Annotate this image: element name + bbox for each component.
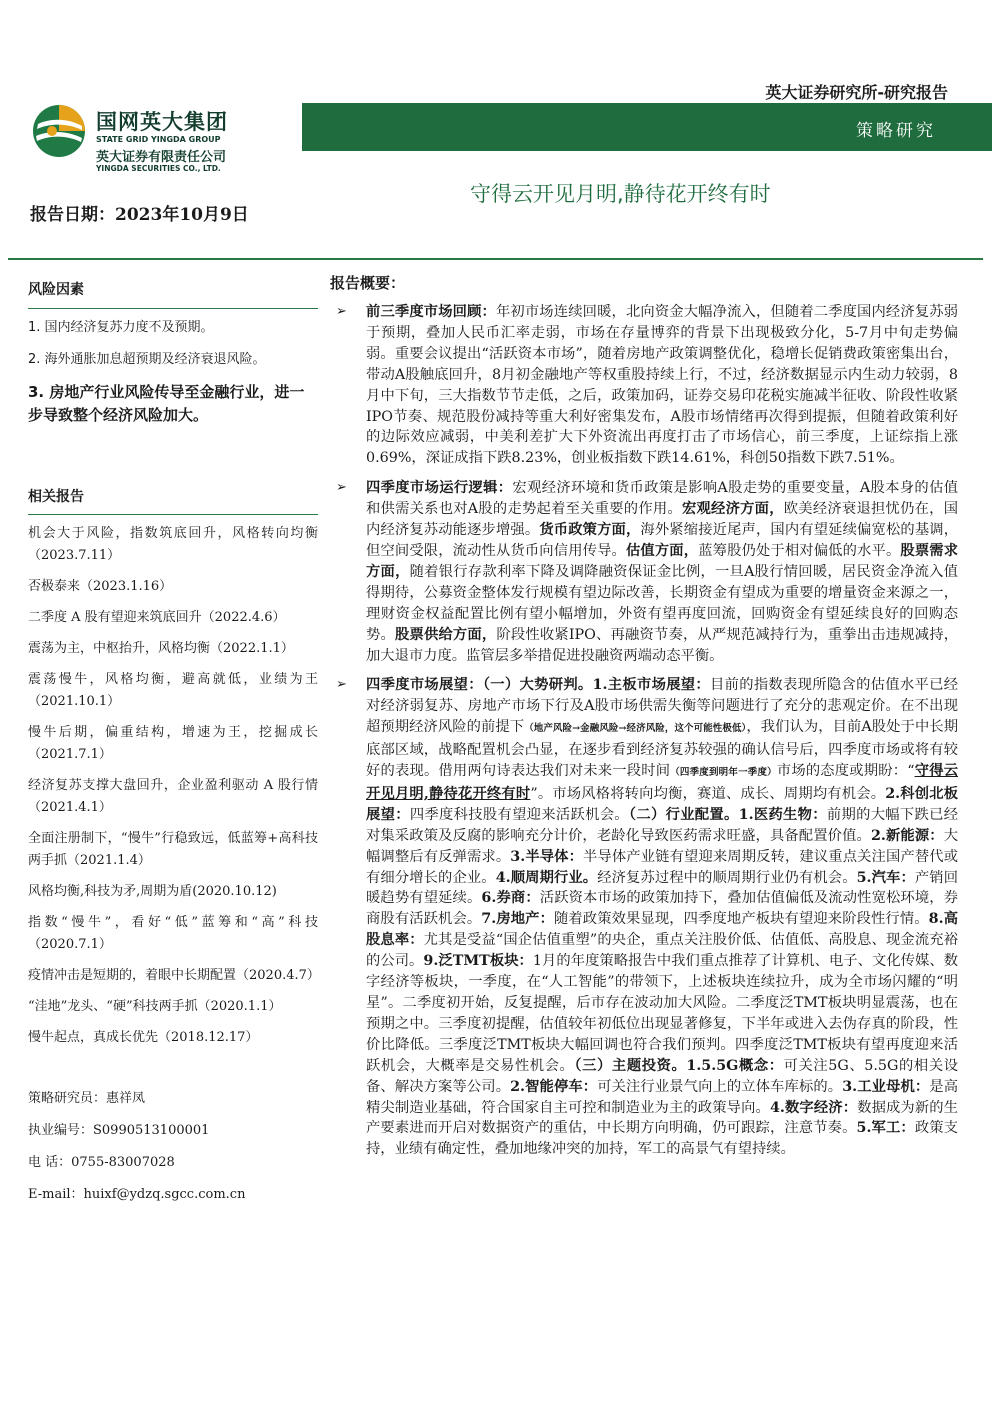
risk-item: 2. 海外通胀加息超预期及经济衰退风险。: [28, 351, 266, 367]
paragraph-text: 四季度科技股有望迎来活跃机会。: [409, 806, 629, 823]
paragraph-text: 产销回暖趋势有望延续。: [366, 869, 959, 907]
related-report: 机会大于风险，指数筑底回升，风格转向均衡（2023.7.11）: [28, 526, 318, 564]
analyst-name: 策略研究员：惠祥凤: [28, 1091, 146, 1107]
related-report: 震荡为主，中枢抬升，风格均衡（2022.1.1）: [28, 641, 294, 657]
sidebar: [28, 280, 318, 1217]
paragraph-lead: 前三季度市场回顾：: [366, 304, 496, 320]
summary-heading: 报告概要：: [330, 274, 406, 292]
paragraph-emphasis: 股票需求方面，: [366, 542, 959, 580]
paragraph-emphasis: 4.数字经济：: [769, 1099, 858, 1116]
paragraph-text: 目前的指数表现所隐含的估值水平已经对经济弱复苏、房地产市场下行及A股市场供需失衡等问题进行了充分的悲观定价。在不出现超预期经济风险的前提下: [366, 677, 958, 736]
paragraph-text: 欧美经济衰退担忧仍在，国内经济复苏动能逐步增强。: [366, 501, 959, 539]
related-heading: 相关报告: [28, 487, 318, 516]
paragraph-text: 前期的大幅下跌已经对集采政策及反腐的影响充分计价，老龄化导致医药需求旺盛，具备配置价值。: [366, 806, 959, 844]
header-divider: [8, 258, 983, 260]
analyst-license: 执业编号：S0990513100001: [28, 1123, 210, 1139]
paragraph-emphasis: 宏观经济方面，: [681, 501, 784, 518]
paragraph-text: 活跃资本市场的政策加持下，叠加估值偏低及流动性宽松环境，券商股有活跃机会。: [366, 890, 959, 928]
logo-company-cn: 国网英大集团: [96, 110, 228, 134]
paragraph-note: （地产风险→金融风险→经济风险，这个可能性极低）: [524, 723, 747, 735]
paragraph-quote: 守得云开见月明,静待花开终有时: [366, 763, 959, 802]
category-label: 策略研究: [856, 121, 936, 141]
paragraph-text: 大幅调整后有反弹需求。: [366, 827, 958, 865]
company-logo: [32, 104, 292, 176]
logo-globe-icon: [32, 104, 86, 158]
paragraph-emphasis: 2.新能源：: [870, 827, 944, 844]
bullet-arrow-icon: ➢: [336, 677, 347, 693]
paragraph-emphasis: 3.半导体：: [510, 848, 584, 865]
related-report: 否极泰来（2023.1.16）: [28, 579, 173, 595]
paragraph-emphasis: 2.智能停车：: [510, 1078, 598, 1095]
paragraph-emphasis: 2.科创北板展望：: [366, 785, 959, 823]
paragraph-text: 海外紧缩接近尾声，国内有望延续偏宽松的基调，但空间受限，流动性从货币向信用传导。: [366, 522, 959, 559]
related-report: 指数“慢牛”，看好“低”蓝筹和“高”科技（2020.7.1）: [28, 915, 318, 953]
summary-paragraph-outlook: [336, 675, 959, 1160]
bullet-arrow-icon: ➢: [336, 304, 347, 319]
related-report: 风格均衡,科技为矛,周期为盾(2020.10.12): [28, 884, 277, 900]
summary-body: [336, 302, 959, 1169]
paragraph-emphasis: 7.房地产：: [481, 911, 554, 928]
related-report: 慢牛起点，真成长优先（2018.12.17）: [28, 1030, 259, 1046]
paragraph-emphasis: 估值方面，: [625, 542, 699, 559]
related-report: 全面注册制下，“慢牛”行稳致远，低蓝筹+高科技两手抓（2021.1.4）: [28, 831, 318, 869]
paragraph-text: 随着银行存款利率下降及调降融资保证金比例，一旦A股行情回暖，居民资金净流入值得期待，公募资金整体发行规模有望边际改善，长期资金有望成为重要的增量资金来源之一，理财资金权益配置比例有望小幅增加，外资有望再度回流，回购资金有望延续良好的回购态势。: [366, 563, 959, 643]
paragraph-emphasis: 货币政策方面，: [539, 522, 641, 539]
paragraph-text: 年初市场连续回暖，北向资金大幅净流入，但随着二季度国内经济复苏弱于预期，叠加人民币汇率走弱，市场在存量博弈的背景下出现极致分化，5-7月中旬走势偏弱。重要会议提出“活跃资本市场”，随着房地产政策调整优化，稳增长促销费政策密集出台，带动A股触底回升，8月初金融地产等权重股持续上行，不过，经济数据显示内生动力较弱，8月中下旬，三大指数节节走低，之后，政策加码，证券交易印花税实施减半征收、阶段性收紧IPO节奏、规范股份减持等重大利好密集发布，A股市场情绪再次得到提振，但随着政策利好的边际效应减弱，中美利差扩大下外资流出再度打击了市场信心，前三季度，上证综指上涨0.69%，深证成指下跌8.23%，创业板指数下跌14.61%，科创50指数下跌7.51%。: [366, 304, 958, 467]
related-report: 二季度 A 股有望迎来筑底回升（2022.4.6）: [28, 610, 286, 626]
paragraph-text: 可关注行业景气向上的立体车库标的。: [597, 1078, 843, 1095]
paragraph-text: 政策支持，业绩有确定性，叠加地缘冲突的加持，军工的高景气有望持续。: [366, 1120, 958, 1158]
analyst-phone: 电 话：0755-83007028: [28, 1155, 175, 1171]
paragraph-text: 蓝筹股仍处于相对偏低的水平。: [698, 542, 901, 559]
risk-item: 1. 国内经济复苏力度不及预期。: [28, 319, 214, 335]
logo-subsidiary-en: YINGDA SECURITIES CO., LTD.: [96, 164, 221, 173]
risk-item-highlight: 3. 房地产行业风险传导至金融行业，进一步导致整个经济风险加大。: [28, 382, 305, 424]
paragraph-text: 经济复苏过程中的顺周期行业仍有机会。: [597, 869, 857, 886]
related-report: 经济复苏支撑大盘回升，企业盈利驱动 A 股行情（2021.4.1）: [28, 778, 318, 816]
paragraph-text: 1月的年度策略报告中我们重点推荐了计算机、电子、文化传媒、数字经济等板块，一季度，在“人工智能”的带领下，上述板块连续拉升，成为全市场闪耀的“明星”。二季度初开始，反复提醒，后市存在波动加大风险。二季度泛TMT板块明显震荡，也在预期之中。三季度初提醒，估值较年初低位出现显著修复，下半年或进入去伪存真的阶段，性价比降低。三季度泛TMT板块大幅回调也符合我们预判。四季度泛TMT板块有望再度迎来活跃机会，大概率是交易性机会。: [366, 953, 959, 1074]
paragraph-note: （四季度到明年一季度）: [670, 767, 777, 779]
logo-subsidiary-cn: 英大证券有限责任公司: [96, 150, 227, 165]
summary-paragraph-logic: [336, 478, 959, 666]
report-date: 报告日期：2023年10月9日: [30, 205, 249, 225]
related-report: “洼地”龙头、“硬”科技两手抓（2020.1.1）: [28, 999, 282, 1015]
related-report: 疫情冲击是短期的，着眼中长期配置（2020.4.7）: [28, 968, 320, 984]
paragraph-emphasis: 6.券商：: [481, 890, 540, 907]
paragraph-emphasis: 4.顺周期行业。: [495, 869, 598, 886]
paragraph-emphasis: （三）主题投资。1.5.5G概念：: [574, 1057, 784, 1074]
related-report: 震荡慢牛，风格均衡，避高就低，业绩为王（2021.10.1）: [28, 672, 318, 710]
paragraph-emphasis: 3.工业母机：: [842, 1078, 930, 1095]
summary-paragraph-review: [336, 302, 958, 469]
paragraph-text: 尤其是受益“国企估值重塑”的央企，重点关注股价低、估值低、高股息、现金流充裕的公司。: [366, 932, 958, 970]
report-title: 守得云开见月明,静待花开终有时: [470, 182, 771, 206]
paragraph-text: 半导体产业链有望迎来周期反转，建议重点关注国产替代或有细分增长的企业。: [366, 848, 958, 886]
paragraph-lead: 四季度市场运行逻辑：: [366, 480, 513, 497]
paragraph-text: 阶段性收紧IPO、再融资节奏，从严规范减持行为，重拳出击违规减持，加大退市力度。监管层多举措促进投融资两端动态平衡。: [366, 626, 959, 664]
paragraph-text: 是高精尖制造业基础，符合国家自主可控和制造业为主的政策导向。: [366, 1078, 958, 1116]
analyst-contact: [28, 1089, 318, 1205]
paragraph-emphasis: 股票供给方面，: [394, 626, 497, 643]
paragraph-text: 市场的态度或期盼：“: [776, 763, 915, 780]
paragraph-text: 随着政策效果显现，四季度地产板块有望迎来阶段性行情。: [553, 911, 929, 928]
logo-company-en: STATE GRID YINGDA GROUP: [96, 135, 221, 144]
category-band: [302, 103, 992, 151]
bullet-arrow-icon: ➢: [336, 480, 347, 496]
analyst-email: E-mail：huixf@ydzq.sgcc.com.cn: [28, 1187, 246, 1203]
paragraph-emphasis: 5.汽车：: [856, 869, 915, 886]
risk-heading: 风险因素: [28, 280, 318, 309]
paragraph-emphasis: （一）大势研判。1.主板市场展望：: [482, 677, 711, 694]
paragraph-text: ，我们认为，目前A股处于中长期底部区域，战略配置机会凸显，在逐步看到经济复苏较强的确认信号后，四季度市场或将有较好的表现。借用两句诗表达我们对未来一段时间: [366, 719, 959, 780]
paragraph-text: 可关注5G、5.5G的相关设备、解决方案等公司。: [366, 1057, 959, 1095]
institute-label: 英大证券研究所-研究报告: [765, 83, 948, 102]
paragraph-emphasis: 5.军工：: [856, 1120, 915, 1137]
paragraph-emphasis: 9.泛TMT板块：: [423, 953, 533, 970]
paragraph-lead: 四季度市场展望：: [366, 677, 483, 694]
paragraph-text: ”。市场风格将转向均衡，赛道、成长、周期均有机会。: [530, 785, 886, 802]
paragraph-text: 数据成为新的生产要素进而开启对数据资产的重估，中长期方向明确，仍可跟踪，注意节奏。: [366, 1099, 958, 1137]
related-report: 慢牛后期，偏重结构，增速为王，挖掘成长（2021.7.1）: [28, 725, 318, 763]
paragraph-text: 宏观经济环境和货币政策是影响A股走势的重要变量，A股本身的估值和供需关系也对A股的走势起着至关重要的作用。: [366, 480, 959, 518]
paragraph-emphasis: （二）行业配置。1.医药生物：: [628, 806, 827, 823]
paragraph-emphasis: 8.高股息率：: [366, 911, 958, 949]
